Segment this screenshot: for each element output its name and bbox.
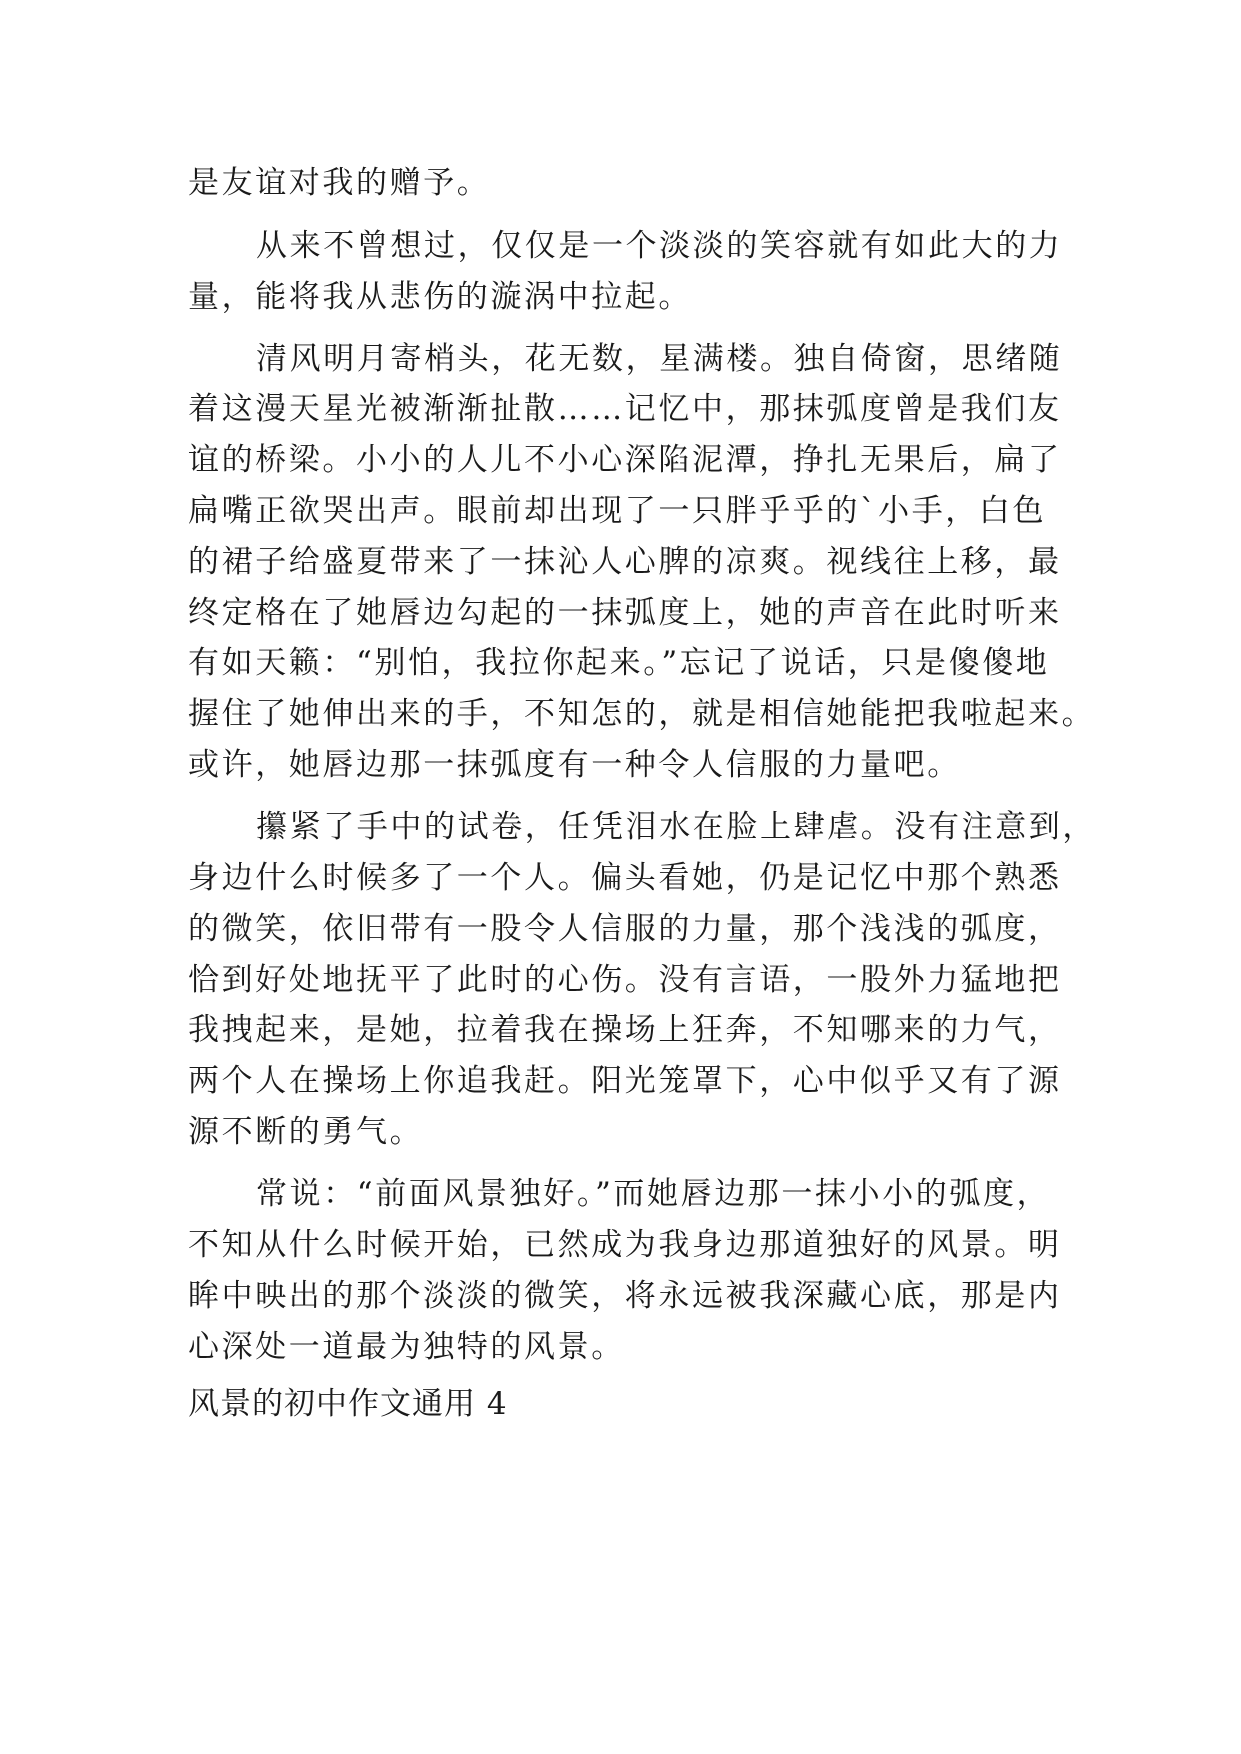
text-line: 我拽起来，是她，拉着我在操场上狂奔，不知哪来的力气， <box>188 1012 1062 1048</box>
text-line: 两个人在操场上你追我赶。阳光笼罩下，心中似乎又有了源 <box>188 1063 1062 1099</box>
text-line: 着这漫天星光被渐渐扯散……记忆中，那抹弧度曾是我们友 <box>188 391 1062 427</box>
text-line: 源不断的勇气。 <box>188 1114 424 1150</box>
text-line: 眸中映出的那个淡淡的微笑，将永远被我深藏心底，那是内 <box>188 1278 1062 1314</box>
paragraph-first-line: 常说：“前面风景独好。”而她唇边那一抹小小的弧度， <box>256 1176 1051 1212</box>
section-heading: 风景的初中作文通用 4 <box>188 1386 508 1422</box>
paragraph-first-line: 从来不曾想过，仅仅是一个淡淡的笑容就有如此大的力 <box>256 228 1063 264</box>
text-line: 握住了她伸出来的手，不知怎的，就是相信她能把我啦起来。 <box>188 696 1096 732</box>
text-line: 有如天籁：“别怕，我拉你起来。”忘记了说话，只是傻傻地 <box>188 645 1050 681</box>
text-line: 恰到好处地抚平了此时的心伤。没有言语，一股外力猛地把 <box>188 962 1062 998</box>
paragraph-first-line: 攥紧了手中的试卷，任凭泪水在脸上肆虐。没有注意到， <box>256 809 1096 845</box>
text-line: 身边什么时候多了一个人。偏头看她，仍是记忆中那个熟悉 <box>188 860 1062 896</box>
text-line: 的微笑，依旧带有一股令人信服的力量，那个浅浅的弧度， <box>188 911 1062 947</box>
text-line: 或许，她唇边那一抹弧度有一种令人信服的力量吧。 <box>188 747 961 783</box>
text-line: 量，能将我从悲伤的漩涡中拉起。 <box>188 279 692 315</box>
text-line: 是友谊对我的赠予。 <box>188 165 491 201</box>
text-line: 谊的桥梁。小小的人儿不小心深陷泥潭，挣扎无果后，扁了 <box>188 442 1062 478</box>
paragraph-first-line: 清风明月寄梢头，花无数，星满楼。独自倚窗，思绪随 <box>256 341 1063 377</box>
text-line: 终定格在了她唇边勾起的一抹弧度上，她的声音在此时听来 <box>188 595 1062 631</box>
text-line: 心深处一道最为独特的风景。 <box>188 1329 625 1365</box>
text-line: 的裙子给盛夏带来了一抹沁人心脾的凉爽。视线往上移，最 <box>188 544 1062 580</box>
text-line: 不知从什么时候开始，已然成为我身边那道独好的风景。明 <box>188 1227 1062 1263</box>
text-line: 扁嘴正欲哭出声。眼前却出现了一只胖乎乎的`小手，白色 <box>188 493 1047 529</box>
